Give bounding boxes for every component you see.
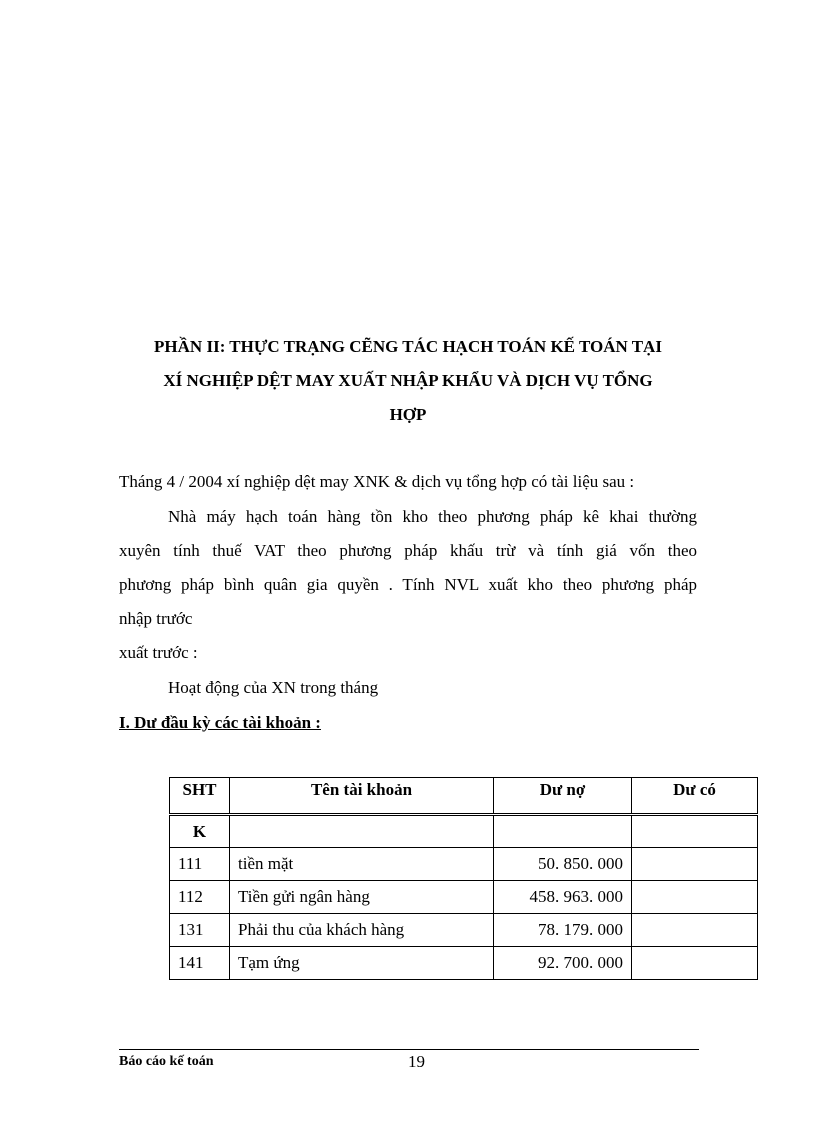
table-header-row	[170, 778, 758, 815]
table-row	[170, 848, 758, 881]
account-credit	[632, 947, 758, 980]
account-debit: 458. 963. 000	[494, 881, 632, 914]
account-debit: 78. 179. 000	[494, 914, 632, 947]
intro-paragraph: Tháng 4 / 2004 xí nghiệp dệt may XNK & dịch vụ tổng hợp có tài liệu sau :	[119, 472, 635, 491]
section-heading: I. Dư đầu kỳ các tài khoản :	[119, 713, 321, 732]
header-account-name: Tên tài khoản	[230, 778, 494, 815]
account-debit: 50. 850. 000	[494, 848, 632, 881]
table-row	[170, 947, 758, 980]
table-row	[170, 914, 758, 947]
footer-label: Báo cáo kế toán	[119, 1054, 214, 1069]
title-line-3: HỢP	[389, 405, 427, 424]
account-name: Tiền gửi ngân hàng	[230, 881, 494, 914]
body-line-4: nhập trước	[119, 609, 193, 628]
account-credit	[632, 848, 758, 881]
account-code: 111	[170, 848, 230, 881]
account-debit: 92. 700. 000	[494, 947, 632, 980]
account-name: Phải thu của khách hàng	[230, 914, 494, 947]
header-credit: Dư có	[632, 778, 758, 815]
page-title	[110, 330, 706, 432]
body-line-3: phương pháp bình quân gia quyền . Tính NVL xuất kho theo phương pháp	[119, 575, 697, 594]
body-line-2: xuyên tính thuế VAT theo phương pháp khấu trừ và tính giá vốn theo	[119, 541, 697, 560]
table-subheader-row	[170, 815, 758, 848]
account-name: tiền mặt	[230, 848, 494, 881]
footer-divider	[119, 1049, 699, 1050]
account-code: 112	[170, 881, 230, 914]
account-credit	[632, 881, 758, 914]
account-code: 131	[170, 914, 230, 947]
subheader-k: K	[170, 815, 230, 848]
activity-line: Hoạt động của XN trong tháng	[168, 678, 379, 697]
title-line-1: PHẦN II: THỰC TRẠNG CẼNG TÁC HẠCH TOÁN KẾ TOÁN TẠI	[154, 337, 662, 356]
header-sht: SHT	[170, 778, 230, 815]
page-number: 19	[408, 1052, 425, 1071]
accounts-table	[169, 777, 758, 980]
title-line-2: XÍ NGHIỆP DỆT MAY XUẤT NHẬP KHẨU VÀ DỊCH VỤ TỔNG	[163, 371, 653, 390]
account-credit	[632, 914, 758, 947]
body-line-5: xuất trước :	[119, 643, 198, 662]
table-row	[170, 881, 758, 914]
account-code: 141	[170, 947, 230, 980]
body-line-1: Nhà máy hạch toán hàng tồn kho theo phương pháp kê khai thường	[168, 507, 697, 526]
account-name: Tạm ứng	[230, 947, 494, 980]
header-debit: Dư nợ	[494, 778, 632, 815]
